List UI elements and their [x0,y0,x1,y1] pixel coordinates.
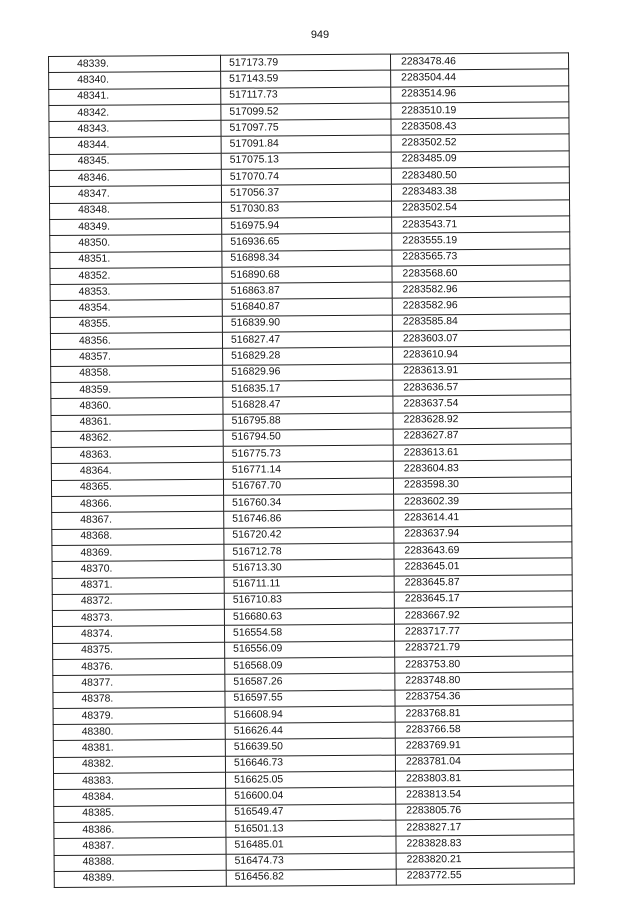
point-number-cell: 48358. [51,365,223,382]
y-coordinate-cell: 2283603.07 [392,330,570,348]
point-number-cell: 48364. [51,463,223,480]
point-number-cell: 48376. [53,658,225,675]
y-coordinate-cell: 2283781.04 [395,754,573,772]
point-number-cell: 48340. [49,72,221,89]
x-coordinate-cell: 516587.26 [225,673,395,690]
y-coordinate-cell: 2283721.79 [395,640,573,658]
point-number-cell: 48343. [49,120,221,137]
x-coordinate-cell: 516456.82 [226,869,396,886]
y-coordinate-cell: 2283543.71 [392,216,570,234]
y-coordinate-cell: 2283645.01 [394,558,572,576]
y-coordinate-cell: 2283628.92 [393,411,571,429]
y-coordinate-cell: 2283568.60 [392,265,570,283]
x-coordinate-cell: 516556.09 [225,641,395,658]
point-number-cell: 48386. [54,821,226,838]
point-number-cell: 48388. [54,854,226,871]
point-number-cell: 48366. [52,495,224,512]
y-coordinate-cell: 2283504.44 [391,69,569,87]
x-coordinate-cell: 516474.73 [226,853,396,870]
page-number: 949 [310,29,330,41]
x-coordinate-cell: 516597.55 [225,690,395,707]
y-coordinate-cell: 2283803.81 [396,770,574,788]
y-coordinate-cell: 2283478.46 [390,53,568,71]
x-coordinate-cell: 516794.50 [223,429,393,446]
x-coordinate-cell: 516827.47 [222,331,392,348]
y-coordinate-cell: 2283565.73 [392,248,570,266]
point-number-cell: 48371. [52,577,224,594]
point-number-cell: 48375. [53,642,225,659]
point-number-cell: 48383. [54,772,226,789]
x-coordinate-cell: 517173.79 [220,54,390,71]
point-number-cell: 48351. [50,251,222,268]
table-body [49,53,575,888]
y-coordinate-cell: 2283604.83 [393,460,571,478]
x-coordinate-cell: 516712.78 [224,543,394,560]
x-coordinate-cell: 516829.28 [223,347,393,364]
point-number-cell: 48378. [53,691,225,708]
point-number-cell: 48345. [49,153,221,170]
x-coordinate-cell: 516828.47 [223,396,393,413]
x-coordinate-cell: 516746.86 [224,510,394,527]
y-coordinate-cell: 2283753.80 [395,656,573,674]
point-number-cell: 48374. [52,626,224,643]
y-coordinate-cell: 2283820.21 [396,851,574,869]
y-coordinate-cell: 2283483.38 [391,183,569,201]
y-coordinate-cell: 2283613.61 [393,444,571,462]
point-number-cell: 48368. [52,528,224,545]
point-number-cell: 48354. [50,300,222,317]
y-coordinate-cell: 2283555.19 [392,232,570,250]
x-coordinate-cell: 516626.44 [225,722,395,739]
y-coordinate-cell: 2283828.83 [396,835,574,853]
point-number-cell: 48341. [49,88,221,105]
x-coordinate-cell: 516760.34 [224,494,394,511]
y-coordinate-cell: 2283769.91 [395,737,573,755]
x-coordinate-cell: 517075.13 [221,152,391,169]
y-coordinate-cell: 2283508.43 [391,118,569,136]
x-coordinate-cell: 516863.87 [222,282,392,299]
y-coordinate-cell: 2283636.57 [393,379,571,397]
point-number-cell: 48377. [53,675,225,692]
x-coordinate-cell: 516936.65 [222,233,392,250]
point-number-cell: 48339. [49,55,221,72]
x-coordinate-cell: 516680.63 [224,608,394,625]
x-coordinate-cell: 516554.58 [224,624,394,641]
x-coordinate-cell: 516795.88 [223,413,393,430]
point-number-cell: 48365. [51,479,223,496]
x-coordinate-cell: 516485.01 [226,836,396,853]
x-coordinate-cell: 516711.11 [224,576,394,593]
y-coordinate-cell: 2283754.36 [395,688,573,706]
x-coordinate-cell: 516568.09 [225,657,395,674]
y-coordinate-cell: 2283510.19 [391,102,569,120]
x-coordinate-cell: 516639.50 [225,739,395,756]
x-coordinate-cell: 516600.04 [226,787,396,804]
point-number-cell: 48342. [49,104,221,121]
x-coordinate-cell: 516775.73 [223,445,393,462]
x-coordinate-cell: 517091.84 [221,136,391,153]
y-coordinate-cell: 2283645.87 [394,574,572,592]
y-coordinate-cell: 2283585.84 [392,314,570,332]
y-coordinate-cell: 2283627.87 [393,428,571,446]
x-coordinate-cell: 516829.96 [223,364,393,381]
x-coordinate-cell: 516767.70 [223,478,393,495]
y-coordinate-cell: 2283598.30 [393,477,571,495]
point-number-cell: 48382. [53,756,225,773]
x-coordinate-cell: 516720.42 [224,527,394,544]
point-number-cell: 48369. [52,544,224,561]
coordinates-table [48,52,575,888]
y-coordinate-cell: 2283805.76 [396,803,574,821]
x-coordinate-cell: 517056.37 [221,184,391,201]
point-number-cell: 48384. [54,789,226,806]
x-coordinate-cell: 517070.74 [221,168,391,185]
y-coordinate-cell: 2283637.54 [393,395,571,413]
point-number-cell: 48367. [52,512,224,529]
point-number-cell: 48370. [52,560,224,577]
x-coordinate-cell: 516840.87 [222,299,392,316]
y-coordinate-cell: 2283502.52 [391,134,569,152]
x-coordinate-cell: 517099.52 [221,103,391,120]
x-coordinate-cell: 517143.59 [221,70,391,87]
x-coordinate-cell: 516549.47 [226,804,396,821]
x-coordinate-cell: 516608.94 [225,706,395,723]
point-number-cell: 48352. [50,267,222,284]
point-number-cell: 48357. [51,349,223,366]
point-number-cell: 48344. [49,137,221,154]
point-number-cell: 48350. [50,235,222,252]
y-coordinate-cell: 2283772.55 [396,868,574,886]
y-coordinate-cell: 2283768.81 [395,705,573,723]
y-coordinate-cell: 2283813.54 [396,786,574,804]
table-row [54,868,574,888]
x-coordinate-cell: 516501.13 [226,820,396,837]
y-coordinate-cell: 2283614.41 [394,509,572,527]
x-coordinate-cell: 516646.73 [225,755,395,772]
point-number-cell: 48379. [53,707,225,724]
point-number-cell: 48362. [51,430,223,447]
point-number-cell: 48355. [50,316,222,333]
point-number-cell: 48356. [50,332,222,349]
x-coordinate-cell: 516710.83 [224,592,394,609]
point-number-cell: 48347. [49,186,221,203]
x-coordinate-cell: 516898.34 [222,250,392,267]
x-coordinate-cell: 517030.83 [222,201,392,218]
y-coordinate-cell: 2283717.77 [394,623,572,641]
x-coordinate-cell: 517117.73 [221,87,391,104]
point-number-cell: 48373. [52,609,224,626]
point-number-cell: 48359. [51,381,223,398]
y-coordinate-cell: 2283502.54 [392,200,570,218]
x-coordinate-cell: 516771.14 [223,462,393,479]
point-number-cell: 48353. [50,283,222,300]
y-coordinate-cell: 2283766.58 [395,721,573,739]
point-number-cell: 48387. [54,838,226,855]
y-coordinate-cell: 2283480.50 [391,167,569,185]
point-number-cell: 48346. [49,169,221,186]
point-number-cell: 48360. [51,398,223,415]
y-coordinate-cell: 2283667.92 [394,607,572,625]
x-coordinate-cell: 516835.17 [223,380,393,397]
y-coordinate-cell: 2283610.94 [393,346,571,364]
y-coordinate-cell: 2283602.39 [394,493,572,511]
x-coordinate-cell: 516713.30 [224,559,394,576]
point-number-cell: 48349. [50,218,222,235]
x-coordinate-cell: 516625.05 [226,771,396,788]
y-coordinate-cell: 2283613.91 [393,362,571,380]
x-coordinate-cell: 516839.90 [222,315,392,332]
y-coordinate-cell: 2283637.94 [394,525,572,543]
point-number-cell: 48372. [52,593,224,610]
y-coordinate-cell: 2283827.17 [396,819,574,837]
y-coordinate-cell: 2283582.96 [392,281,570,299]
point-number-cell: 48361. [51,414,223,431]
point-number-cell: 48381. [53,740,225,757]
y-coordinate-cell: 2283748.80 [395,672,573,690]
y-coordinate-cell: 2283645.17 [394,591,572,609]
point-number-cell: 48380. [53,723,225,740]
x-coordinate-cell: 516975.94 [222,217,392,234]
point-number-cell: 48348. [50,202,222,219]
point-number-cell: 48363. [51,446,223,463]
x-coordinate-cell: 517097.75 [221,119,391,136]
y-coordinate-cell: 2283582.96 [392,297,570,315]
y-coordinate-cell: 2283485.09 [391,151,569,169]
point-number-cell: 48385. [54,805,226,822]
y-coordinate-cell: 2283643.69 [394,542,572,560]
y-coordinate-cell: 2283514.96 [391,85,569,103]
point-number-cell: 48389. [54,870,226,887]
x-coordinate-cell: 516890.68 [222,266,392,283]
